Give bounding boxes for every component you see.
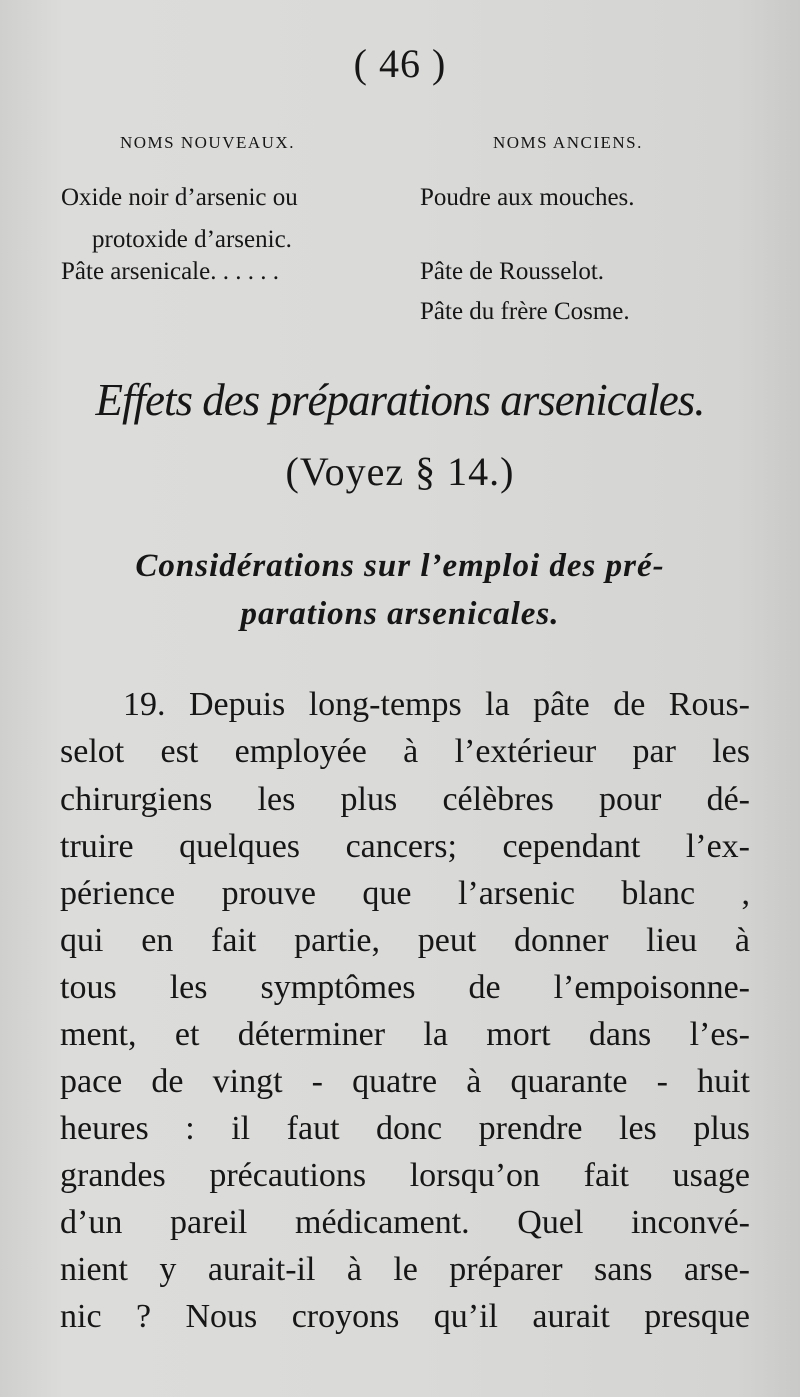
old-name-2-line-1: Pâte de Rousselot. xyxy=(420,258,605,285)
paragraph-line: chirurgiens les plus célèbres pour dé- xyxy=(60,781,750,818)
paragraph-line: grandes précautions lorsqu’on fait usage xyxy=(60,1157,750,1194)
paragraph-line: heures : il faut donc prendre les plus xyxy=(60,1110,750,1147)
section-title: Effets des préparations arsenicales. xyxy=(95,375,705,425)
paragraph-line: 19. Depuis long-temps la pâte de Rous- xyxy=(123,686,750,723)
paragraph-line: truire quelques cancers; cependant l’ex- xyxy=(60,828,750,865)
subsection-title-line-1: Considérations sur l’emploi des pré- xyxy=(135,548,665,584)
paragraph-line: périence prouve que l’arsenic blanc , xyxy=(60,875,750,912)
paragraph-line: qui en fait partie, peut donner lieu à xyxy=(60,922,750,959)
paragraph-line: d’un pareil médicament. Quel inconvé- xyxy=(60,1204,750,1241)
paragraph-line: tous les symptômes de l’empoisonne- xyxy=(60,969,750,1006)
page-number: ( 46 ) xyxy=(353,41,447,86)
paragraph-line: nient y aurait-il à le préparer sans arse- xyxy=(60,1251,750,1288)
subsection-title-line-2: parations arsenicales. xyxy=(240,596,560,632)
column-header-new-names: NOMS NOUVEAUX. xyxy=(120,133,295,152)
paragraph-line: nic ? Nous croyons qu’il aurait presque xyxy=(60,1298,750,1335)
new-name-1-line-1: Oxide noir d’arsenic ou xyxy=(61,184,298,211)
old-name-2-line-2: Pâte du frère Cosme. xyxy=(420,298,630,325)
new-name-1-line-2: protoxide d’arsenic. xyxy=(92,226,292,253)
see-reference: (Voyez § 14.) xyxy=(285,449,515,494)
new-name-2: Pâte arsenicale. . . . . . xyxy=(61,258,279,285)
paragraph-line: pace de vingt - quatre à quarante - huit xyxy=(60,1063,750,1100)
old-name-1: Poudre aux mouches. xyxy=(420,184,635,211)
column-header-old-names: NOMS ANCIENS. xyxy=(493,133,643,152)
paragraph-line: ment, et déterminer la mort dans l’es- xyxy=(60,1016,750,1053)
paragraph-line: selot est employée à l’extérieur par les xyxy=(60,733,750,770)
